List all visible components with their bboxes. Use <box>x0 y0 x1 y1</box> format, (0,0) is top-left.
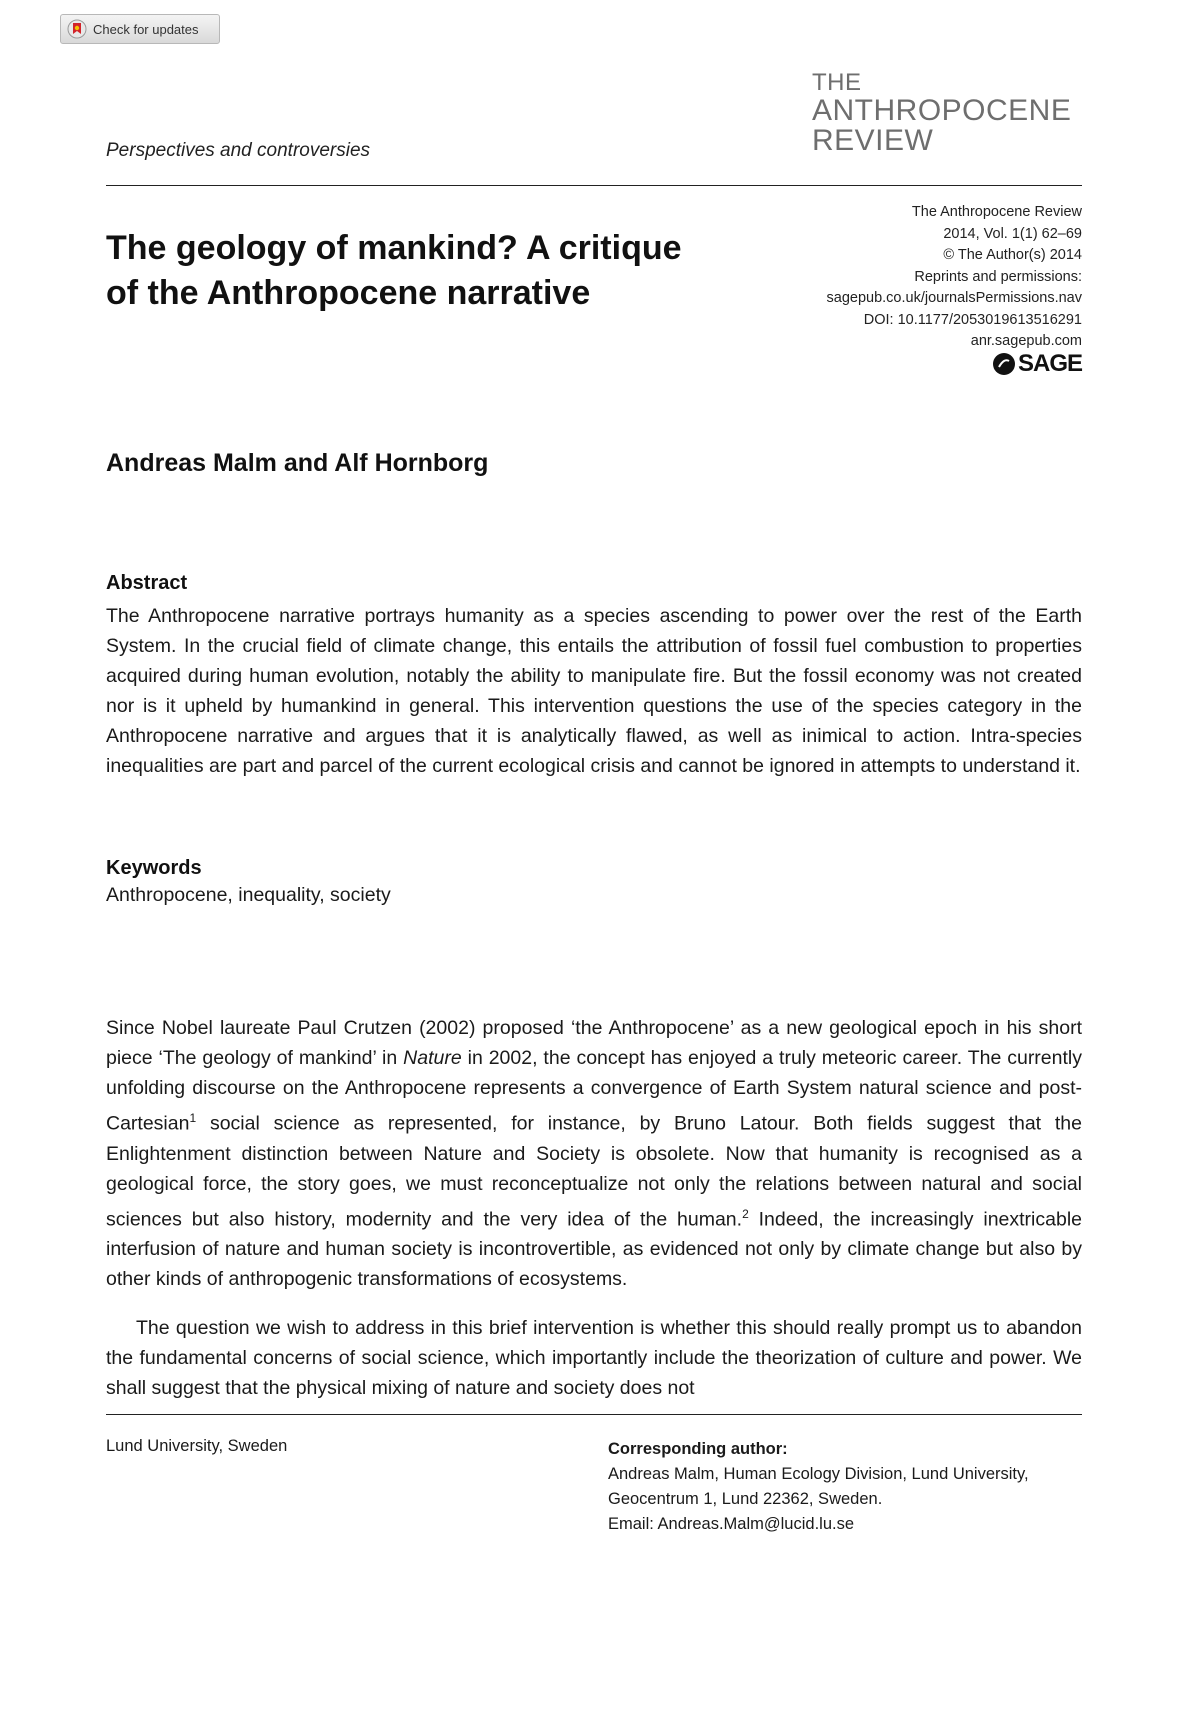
nature-journal-name: Nature <box>403 1047 462 1069</box>
footer-rule <box>106 1414 1082 1415</box>
keywords-heading: Keywords <box>106 857 202 879</box>
corresponding-author <box>608 1437 1088 1537</box>
body-p1-part-c: social science as represented, for instance, by Bruno Latour. Both fields suggest that the Enlightenment distinction between Nature and Society is obsolete. Now that humanity is recognised as a geological force, the story goes, we must reconceptualize not only the relations between natural and social sciences but also history, modernity and the very idea of the human. <box>106 1112 1082 1230</box>
body-p1-part-b: in 2002, the concept has enjoyed a truly meteoric career. The currently unfolding discourse on the Anthropocene represents a convergence of Earth System natural science and post-Cartesian <box>106 1047 1082 1135</box>
check-for-updates-button[interactable] <box>60 14 220 44</box>
crossmark-icon <box>67 19 87 39</box>
corresponding-author-email[interactable]: Email: Andreas.Malm@lucid.lu.se <box>608 1515 855 1533</box>
abstract-text: The Anthropocene narrative portrays humanity as a species ascending to power over the rest of the Earth System. In the crucial field of climate change, this entails the attribution of fossil fuel combustion to properties acquired during human evolution, notably the ability to manipulate fire. But the fossil economy was not created nor is it upheld by humankind in general. This intervention questions the use of the species category in the Anthropocene narrative and argues that it is analytically flawed, as well as inimical to action. Intra-species inequalities are part and parcel of the current ecological crisis and cannot be ignored in attempts to understand it. <box>106 605 1082 777</box>
body-p1-part-d: Indeed, the increasingly inextricable interfusion of nature and human society is incontrovertible, as evidenced not only by climate change but also by other kinds of anthropogenic transformations of ecosystems. <box>106 1208 1083 1290</box>
sage-wordmark: SAGE <box>1017 350 1082 377</box>
body-paragraph-1 <box>106 1013 1082 1294</box>
journal-meta <box>740 202 1082 353</box>
meta-permissions-link[interactable]: sagepub.co.uk/journalsPermissions.nav <box>826 290 1082 306</box>
body-p1-part-a: Since Nobel laureate Paul Crutzen (2002) proposed ‘the Anthropocene’ as a new geological epoch in his short piece ‘The geology of mankind’ in <box>106 1017 1082 1069</box>
check-for-updates-label: Check for updates <box>93 21 199 37</box>
sage-logo <box>992 350 1082 378</box>
logo-line-2: ANTHROPOCENE <box>812 94 1072 127</box>
meta-copyright: © The Author(s) 2014 <box>943 247 1082 263</box>
meta-volume: 2014, Vol. 1(1) 62–69 <box>943 225 1082 242</box>
meta-site-link[interactable]: anr.sagepub.com <box>970 333 1082 349</box>
corresponding-author-label: Corresponding author: <box>608 1440 788 1458</box>
corresponding-author-address: Andreas Malm, Human Ecology Division, Lund University, Geocentrum 1, Lund 22362, Sweden. <box>608 1465 1029 1508</box>
meta-doi[interactable]: DOI: 10.1177/2053019613516291 <box>863 311 1082 328</box>
author-affiliation: Lund University, Sweden <box>106 1437 288 1455</box>
meta-reprints: Reprints and permissions: <box>914 268 1082 285</box>
body-paragraph-2: The question we wish to address in this brief intervention is whether this should really prompt us to abandon the fundamental concerns of social science, which importantly include the theorization of culture and power. We shall suggest that the physical mixing of nature and society does not <box>106 1317 1082 1399</box>
footnote-ref-2[interactable]: 2 <box>742 1206 749 1221</box>
logo-line-1: THE <box>812 69 862 96</box>
journal-logo <box>812 70 1082 156</box>
abstract-heading: Abstract <box>106 572 188 594</box>
article-title: The geology of mankind? A critique of the Anthropocene narrative <box>106 229 682 312</box>
article-authors: Andreas Malm and Alf Hornborg <box>106 449 489 477</box>
logo-line-3: REVIEW <box>812 124 934 157</box>
section-label: Perspectives and controversies <box>106 140 371 161</box>
meta-journal: The Anthropocene Review <box>911 204 1082 220</box>
footnote-ref-1[interactable]: 1 <box>189 1111 197 1125</box>
keywords-text: Anthropocene, inequality, society <box>106 884 391 906</box>
sage-emblem-icon <box>992 352 1016 376</box>
header-rule <box>106 185 1082 186</box>
